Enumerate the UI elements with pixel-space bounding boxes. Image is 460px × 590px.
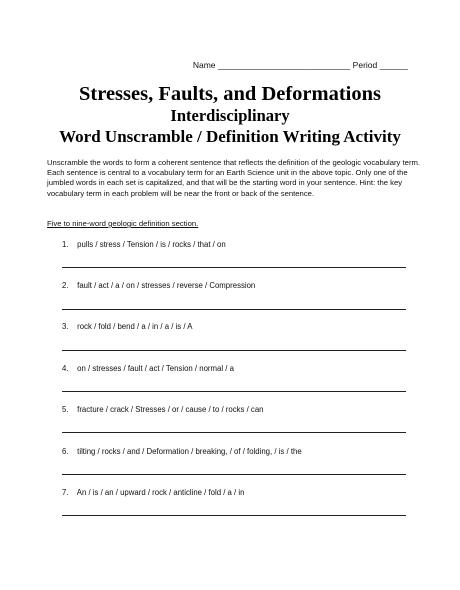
period-blank[interactable]: ______: [379, 60, 408, 70]
item-words: tilting / rocks / and / Deformation / breaking, / of / folding, / is / the: [77, 447, 302, 456]
answer-line[interactable]: [62, 391, 406, 392]
scramble-item: [62, 281, 255, 290]
page-subtitle: Interdisciplinary: [170, 106, 290, 125]
scramble-item: [62, 447, 302, 456]
item-number: 1.: [62, 240, 69, 249]
scramble-item: [62, 364, 234, 373]
activity-title: Word Unscramble / Definition Writing Activity: [59, 127, 401, 146]
answer-line[interactable]: [62, 267, 406, 268]
name-blank[interactable]: ____________________________: [217, 60, 351, 70]
item-words: An / is / an / upward / rock / anticline / fold / a / in: [76, 488, 245, 497]
answer-line[interactable]: [62, 474, 406, 475]
item-number: 7.: [62, 488, 69, 497]
scramble-item: [62, 488, 244, 497]
title-block: [0, 82, 460, 148]
answer-line[interactable]: [62, 350, 406, 351]
item-words: on / stresses / fault / act / Tension / normal / a: [77, 364, 234, 373]
item-words: fracture / crack / Stresses / or / cause / to / rocks / can: [77, 405, 264, 414]
item-number: 5.: [62, 405, 69, 414]
item-number: 3.: [62, 322, 69, 331]
scramble-item: [62, 405, 264, 414]
answer-line[interactable]: [62, 515, 406, 516]
scramble-item: [62, 322, 192, 331]
item-words: rock / fold / bend / a / in / a / is / A: [77, 322, 193, 331]
item-words: pulls / stress / Tension / is / rocks / that / on: [77, 240, 226, 249]
answer-line[interactable]: [62, 309, 406, 310]
item-number: 6.: [62, 447, 69, 456]
answer-line[interactable]: [62, 432, 406, 433]
item-number: 2.: [62, 281, 69, 290]
item-words: fault / act / a / on / stresses / reverse / Compression: [77, 281, 256, 290]
period-label: Period: [352, 60, 378, 70]
name-label: Name: [192, 60, 216, 70]
item-number: 4.: [62, 364, 69, 373]
scramble-item: [62, 240, 226, 249]
page-title: Stresses, Faults, and Deformations: [79, 83, 381, 105]
section-heading: Five to nine-word geologic definition section.: [47, 219, 199, 228]
instructions-paragraph: Unscramble the words to form a coherent sentence that reflects the definition of the geologic vocabulary term. Each sentence is central to a vocabulary term for an Earth Science unit in the above topic. Only one of the jumbled words in each set is capitalized, and that will be the starting word in your sentence. Hint: the key vocabulary term in each problem will be near the front or back of the sentence.: [47, 158, 421, 198]
name-period-line: [193, 60, 408, 70]
